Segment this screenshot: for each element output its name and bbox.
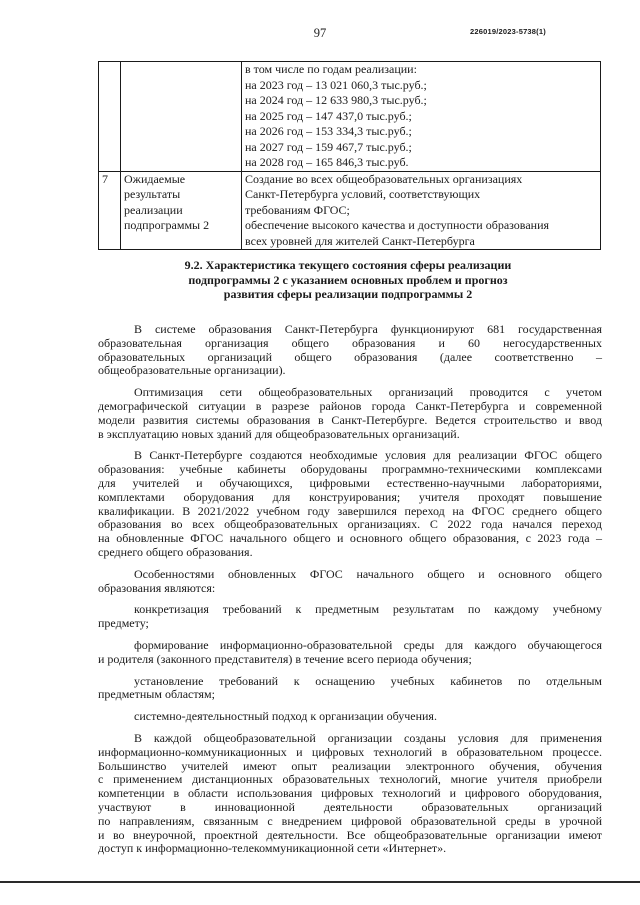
heading-line: развития сферы реализации подпрограммы 2 <box>223 287 473 301</box>
text-line: В Санкт-Петербурге создаются необходимые условия для реализации ФГОС общего <box>134 448 602 463</box>
list-item <box>98 675 602 703</box>
label-line: реализации <box>124 202 183 217</box>
result-line: обеспечение высокого качества и доступности образования <box>245 218 550 232</box>
financing-line: на 2025 год – 147 437,0 тыс.руб.; <box>245 108 412 123</box>
document-id: 226019/2023-5738(1) <box>470 27 546 36</box>
paragraph <box>98 449 602 559</box>
section-body <box>98 323 602 856</box>
financing-by-years-cell <box>242 62 601 172</box>
text-line: компетенции в области использования цифровых технологий и цифрового оборудования, <box>98 786 602 801</box>
paragraph <box>98 732 602 856</box>
financing-line: на 2028 год – 165 846,3 тыс.руб. <box>245 155 409 169</box>
text-line: предмету; <box>98 616 149 631</box>
text-line: конкретизация требований к предметным результатам по каждому учебному <box>134 602 602 617</box>
row-number-cell: 7 <box>99 171 121 250</box>
expected-results-cell <box>242 171 601 250</box>
text-line: образования во всех общеобразовательных организациях. С 2022 года начался переход <box>98 517 602 532</box>
text-line: образовательных организаций общего образования (далее соответственно – <box>98 349 602 364</box>
text-line: образования: учебные кабинеты оборудованы программно-техническими комплексами <box>98 462 602 477</box>
financing-line: на 2023 год – 13 021 060,3 тыс.руб.; <box>245 77 427 92</box>
financing-line: в том числе по годам реализации: <box>245 62 417 76</box>
text-line: Особенностями обновленных ФГОС начального общего и основного общего <box>134 566 602 581</box>
text-line: Большинство учителей имеют опыт реализации электронного обучения, обучения <box>98 758 602 773</box>
scan-edge-line <box>0 881 640 883</box>
text-line: среднего общего образования. <box>98 544 253 559</box>
text-line: и родителя (законного представителя) в течение всего периода обучения; <box>98 651 472 666</box>
list-item <box>98 639 602 667</box>
text-line: с применением дистанционных образовательных технологий, многие учителя приобрели <box>98 772 602 787</box>
list-item <box>98 710 602 724</box>
section-heading <box>110 258 586 302</box>
paragraph <box>98 323 602 378</box>
page-number: 97 <box>313 26 327 40</box>
text-line: Оптимизация сети общеобразовательных организаций проводится с учетом <box>134 385 602 400</box>
text-line: квалификации. В 2021/2022 учебном году завершился переход на ФГОС среднего общего <box>98 503 602 518</box>
result-line: всех уровней для жителей Санкт-Петербурга <box>245 233 475 248</box>
table-row <box>99 62 601 172</box>
subprogram-passport-table <box>98 61 601 250</box>
text-line: предметным областям; <box>98 687 215 702</box>
label-line: подпрограммы 2 <box>124 218 210 232</box>
text-line: образовательная организация общего образования и 60 негосударственных <box>98 335 602 350</box>
result-line: Санкт-Петербурга условий, соответствующих <box>245 187 481 201</box>
text-line: системно-деятельностный подход к организации обучения. <box>134 709 437 724</box>
text-line: формирование информационно-образовательной среды для каждого обучающегося <box>134 637 602 652</box>
paragraph <box>98 386 602 441</box>
label-line: результаты <box>124 187 181 201</box>
text-line: по направлениям, связанным с внедрением цифровой образовательной среды в урочной <box>98 813 602 828</box>
table-row <box>99 171 601 250</box>
text-line: участвуют в инновационной деятельности образовательных организаций <box>98 799 602 814</box>
financing-line: на 2024 год – 12 633 980,3 тыс.руб.; <box>245 93 427 107</box>
text-line: демографической ситуации в разрезе районов города Санкт-Петербурга и современной <box>98 398 602 413</box>
result-line: требованиям ФГОС; <box>245 202 350 217</box>
financing-line: на 2027 год – 159 467,7 тыс.руб.; <box>245 139 412 154</box>
row-label-cell <box>121 62 242 172</box>
result-line: Создание во всех общеобразовательных организациях <box>245 171 523 186</box>
heading-line: 9.2. Характеристика текущего состояния сферы реализации <box>184 258 512 272</box>
text-line: общеобразовательные организации). <box>98 363 286 378</box>
list-item <box>98 603 602 631</box>
text-line: В каждой общеобразовательной организации созданы условия для применения <box>134 730 602 745</box>
text-line: В системе образования Санкт-Петербурга функционируют 681 государственная <box>134 322 602 336</box>
label-line: Ожидаемые <box>124 171 186 186</box>
financing-line: на 2026 год – 153 334,3 тыс.руб.; <box>245 124 412 138</box>
row-number-cell <box>99 62 121 172</box>
text-line: информационно-коммуникационных и цифровых технологий в образовательном процессе. <box>98 744 602 759</box>
text-line: для учителей и обучающихся, цифровыми естественно-научными лабораториями, <box>98 475 602 490</box>
text-line: установление требований к оснащению учебных кабинетов по отдельным <box>134 673 602 688</box>
text-line: и во внеурочной, проектной деятельности. Все общеобразовательные организации имеют <box>98 827 602 842</box>
text-line: модели развития системы образования в Санкт-Петербурге. Ведется строительство и ввод <box>98 412 602 427</box>
text-line: в эксплуатацию новых зданий для общеобразовательных организаций. <box>98 426 460 441</box>
text-line: на обновленные ФГОС начального общего и основного общего образования, с 2023 года – <box>98 531 602 546</box>
paragraph <box>98 568 602 596</box>
heading-line: подпрограммы 2 с указанием основных проблем и прогноз <box>188 272 508 287</box>
text-line: доступ к информационно-телекоммуникационной сети «Интернет». <box>98 841 447 856</box>
text-line: образования являются: <box>98 580 216 595</box>
text-line: комплектами оборудования для конструирования; учителя проходят повышение <box>98 489 602 504</box>
row-label-cell <box>121 171 242 250</box>
